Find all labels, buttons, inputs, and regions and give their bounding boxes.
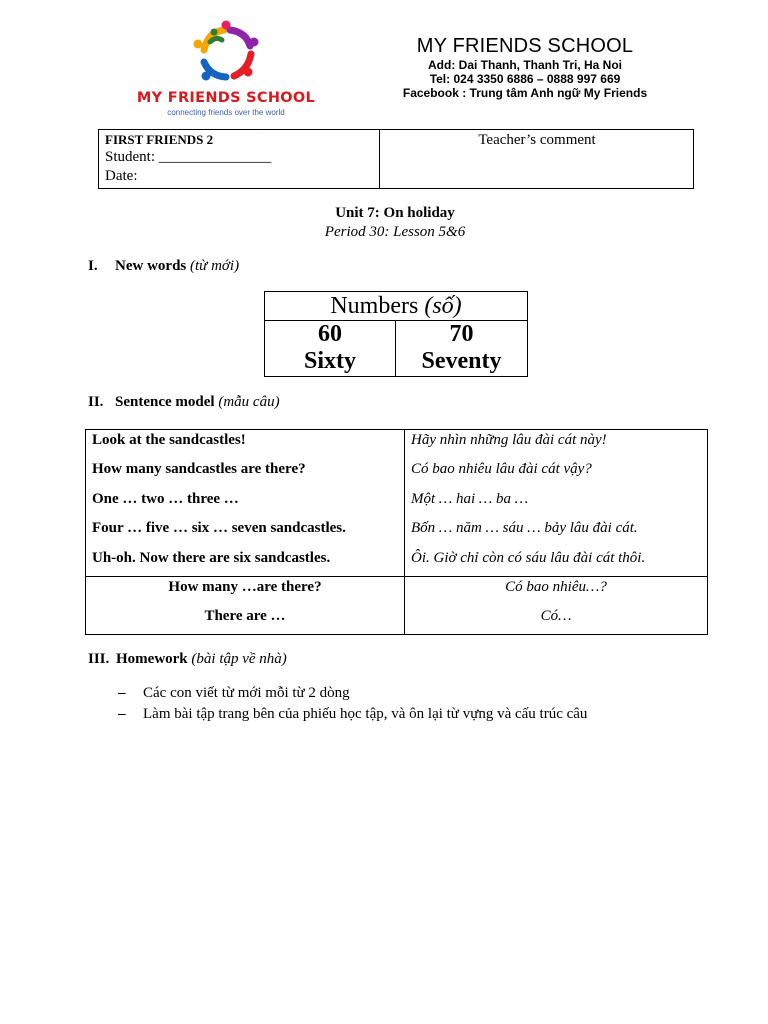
date-field: Date: [105,168,138,184]
pattern-vi: Có bao nhiêu…? [505,579,607,595]
pattern-en: There are … [204,608,286,624]
section-homework [88,650,287,669]
dash-bullet-icon: – [118,685,126,701]
section-title-vn: (mẫu câu) [218,394,280,410]
teacher-comment-cell [381,130,693,188]
homework-text: Các con viết từ mới mỗi từ 2 dòng [143,685,350,701]
dash-bullet-icon: – [118,706,126,722]
number-word: Sixty [303,348,356,374]
sentence-vi: Hãy nhìn những lâu đài cát này! [411,432,607,448]
course-name: FIRST FRIENDS 2 [105,132,214,147]
homework-item [118,684,350,703]
section-number: II. [88,394,104,410]
numbers-table-header [265,292,527,321]
school-address: Add: Dai Thanh, Thanh Tri, Ha Noi [428,58,622,72]
sentence-en: One … two … three … [92,491,239,507]
homework-item [118,705,587,724]
section-number: I. [88,258,98,274]
school-phone: Tel: 024 3350 6886 – 0888 997 669 [429,72,621,86]
section-number: III. [88,651,110,667]
numbers-title: Numbers [330,293,419,319]
unit-title: Unit 7: On holiday [335,205,455,221]
logo-tagline: connecting friends over the world [167,108,285,117]
sentence-vi: Có bao nhiêu lâu đài cát vậy? [411,461,592,477]
sentence-vi: Ôi. Giờ chỉ còn có sáu lâu đài cát thôi. [411,550,646,566]
section-title: New words [115,258,187,274]
number-digit: 60 [318,321,342,347]
homework-text: Làm bài tập trang bên của phiếu học tập, và ôn lại từ vựng và cấu trúc câu [143,706,588,722]
section-sentence-model [88,393,280,412]
teacher-comment-label: Teacher’s comment [478,132,596,148]
student-field: Student: _______________ [105,149,272,165]
numbers-title-vn: (số) [424,293,462,319]
pattern-vi: Có… [540,608,572,624]
student-info-cell [99,130,380,188]
period-title: Period 30: Lesson 5&6 [324,224,466,240]
pattern-en: How many …are there? [168,579,322,595]
school-name: MY FRIENDS SCHOOL [416,35,634,57]
numbers-table [264,291,528,377]
sentence-table [85,429,708,635]
number-digit: 70 [449,321,474,347]
sentence-vi: Một … hai … ba … [411,491,529,507]
section-new-words [88,257,239,276]
school-header [370,34,680,100]
logo-name: MY FRIENDS SCHOOL [136,90,316,106]
row-divider [86,576,707,577]
number-word: Seventy [421,348,502,374]
friends-circle-logo-icon [190,20,262,84]
sentence-en: Four … five … six … seven sandcastles. [92,520,346,536]
sentence-en: How many sandcastles are there? [92,461,306,477]
section-title-vn: (bài tập về nhà) [191,651,287,667]
student-info-box [98,129,694,189]
number-cell [396,321,527,376]
section-title: Sentence model [115,394,215,410]
school-logo [136,20,316,120]
sentence-vi: Bốn … năm … sáu … bảy lâu đài cát. [411,520,638,536]
section-title-vn: (từ mới) [190,258,240,274]
column-divider [404,430,405,634]
sentence-en: Look at the sandcastles! [92,432,246,448]
section-title: Homework [116,651,188,667]
school-facebook: Facebook : Trung tâm Anh ngữ My Friends [402,86,648,100]
sentence-en: Uh-oh. Now there are six sandcastles. [92,550,331,566]
number-cell [265,321,396,376]
